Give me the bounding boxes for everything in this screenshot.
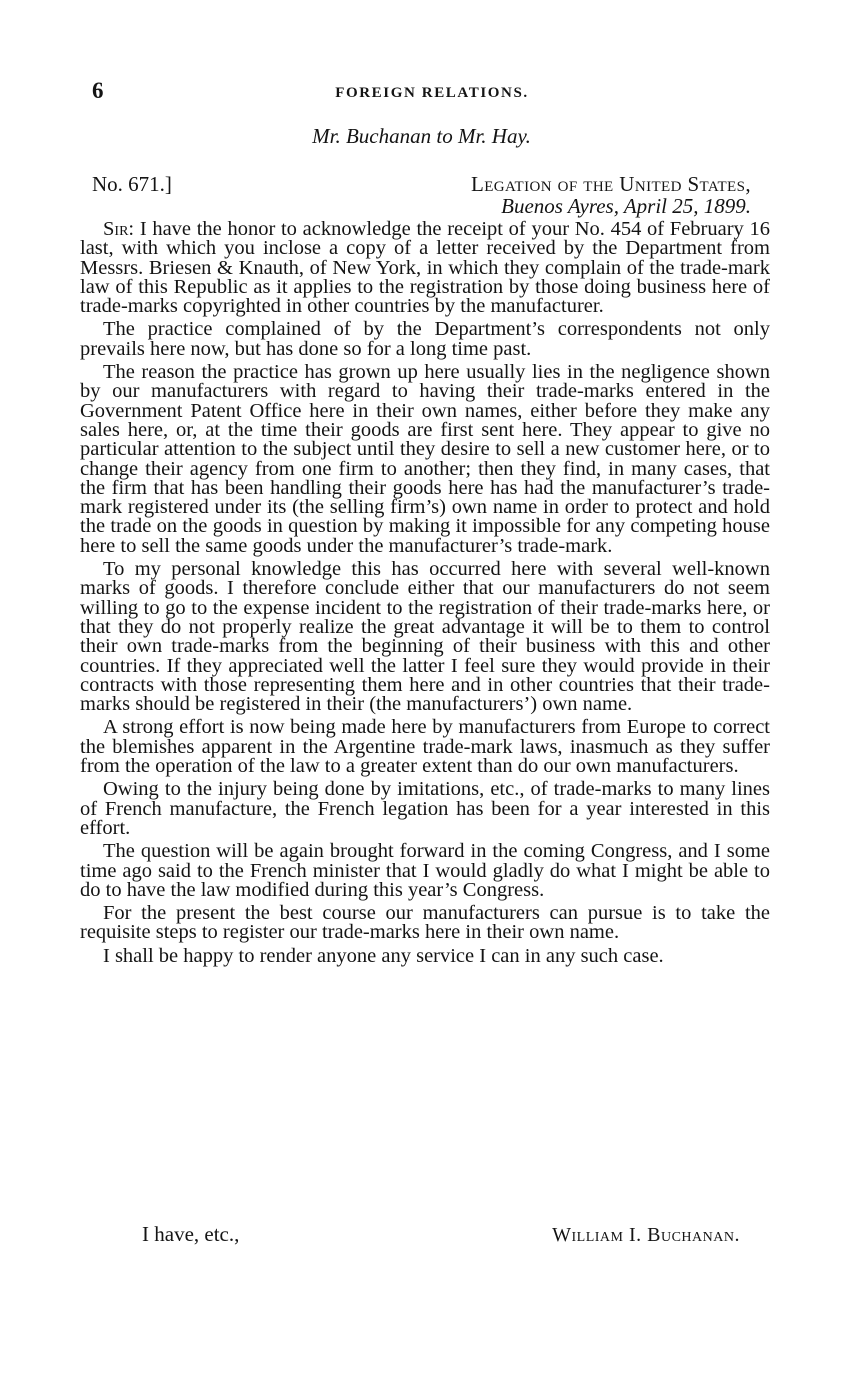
paragraph: To my personal knowledge this has occurred here with several well-known marks of goods. I therefore conclude either that our manufacturers do not seem willing to go to the expense incident to the registration of their trade-marks here, or that they do not properly realize the great advantage it will be to them to control their own trade-marks from the beginning of their business with this and other countries. If they appreciated well the latter I feel sure they would provide in their contracts with those representing them here and in other countries that their trade-marks should be registered in their (the manufacturers’) own name. [80,558,770,716]
letter-title: Mr. Buchanan to Mr. Hay. [312,124,531,148]
paragraph [80,220,770,316]
page-number: 6 [92,78,104,103]
paragraph: The question will be again brought forward in the coming Congress, and I some time ago said to the French minister that I would gladly do what I might be able to do to have the law modified during this year’s Congress. [80,840,770,901]
paragraph: The practice complained of by the Department’s correspondents not only prevails here now, but has done so for a long time past. [80,318,770,360]
paragraph: For the present the best course our manufacturers can pursue is to take the requisite steps to register our trade-marks here in their own name. [80,902,770,944]
document-number: No. 671.] [92,172,172,196]
salutation: Sir: [103,218,135,240]
letter-body [80,220,770,970]
paragraph: The reason the practice has grown up here usually lies in the negligence shown by our manufacturers with regard to having their trade-marks entered in the Government Patent Office here in their own names, either before they make any sales here, or, at the time their goods are first sent here. They appear to give no particular attention to the subject until they desire to sell a new customer here, or to change their agency from one firm to another; then they find, in many cases, that the firm that has been handling their goods here has had the manufacturer’s trade-mark registered under its (the selling firm’s) own name in order to protect and hold the trade on the goods in question by making it impossible for any competing house here to sell the same goods under the manufacturer’s trade-mark. [80,361,770,557]
legation-heading: Legation of the United States, [470,172,751,196]
signature: William I. Buchanan. [552,1224,740,1246]
page-header [92,78,772,108]
place-and-date: Buenos Ayres, April 25, 1899. [501,194,751,218]
paragraph: A strong effort is now being made here by manufacturers from Europe to correct the blemishes apparent in the Argentine trade-mark laws, inasmuch as they suffer from the operation of the law to a greater extent than do our own manufacturers. [80,716,770,778]
running-head: FOREIGN RELATIONS. [335,85,529,101]
paragraph-text: I have the honor to acknowledge the receipt of your No. 454 of February 16 last, with which you inclose a copy of a letter received by the Department from Messrs. Briesen & Knauth, of New York, in which they complain of the trade-mark law of this Republic as it applies to the registration by those doing business here of trade-marks copyrighted in other countries by the manufacturer. [80,218,770,318]
paragraph: Owing to the injury being done by imitations, etc., of trade-marks to many lines of French manufacture, the French legation has been for a year interested in this effort. [80,778,770,839]
paragraph: I shall be happy to render anyone any service I can in any such case. [103,944,664,967]
closing: I have, etc., [142,1222,240,1246]
